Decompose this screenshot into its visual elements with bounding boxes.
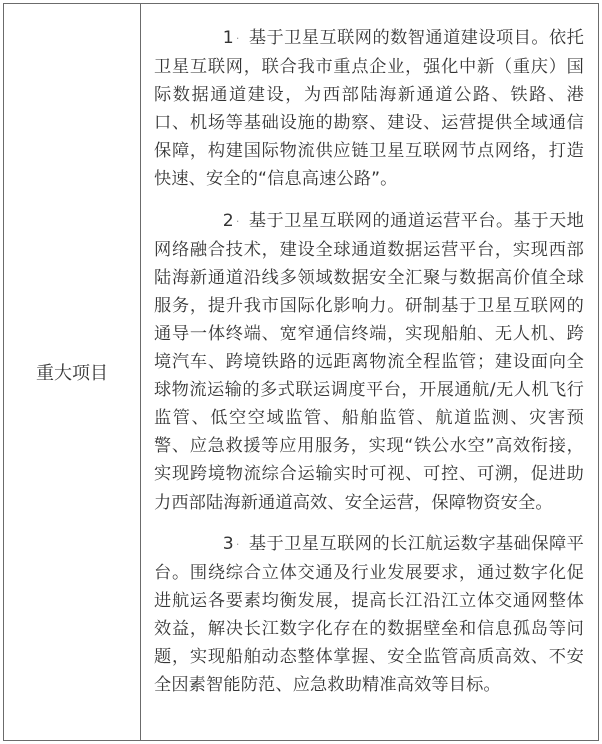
item-separator: ·: [235, 214, 240, 228]
project-item: [154, 207, 584, 517]
category-label: 重大项目: [36, 363, 108, 384]
project-item: [154, 24, 584, 194]
item-separator: ·: [235, 537, 240, 551]
item-text: 基于卫星互联网的长江航运数字基础保障平台。围绕综合立体交通及行业发展要求，通过数字化促进航运各要素均衡发展，提高长江沿江立体交通网整体效益，解决长江数字化存在的数据壁垒和信息孤岛等问题，实现船舶动态整体掌握、安全监管高质高效、不安全因素智能防范、应急救助精准高效等目标。: [154, 533, 584, 696]
item-text: 基于卫星互联网的数智通道建设项目。依托卫星互联网，联合我市重点企业，强化中新（重庆）国际数据通道建设，为西部陆海新通道公路、铁路、港口、机场等基础设施的勘察、建设、运营提供全域通信保障，构建国际物流供应链卫星互联网节点网络，打造快速、安全的“信息高速公路”。: [154, 28, 584, 190]
item-number: 3: [222, 533, 234, 554]
project-item: [154, 530, 584, 700]
project-list-cell: [141, 4, 599, 741]
item-text: 基于卫星互联网的通道运营平台。基于天地网络融合技术，建设全球通道数据运营平台，实现西部陆海新通道沿线多领域数据安全汇聚与数据高价值全球服务，提升我市国际化影响力。研制基于卫星互联网的通导一体终端、宽窄通信终端，实现船舶、无人机、跨境汽车、跨境铁路的远距离物流全程监管；建设面向全球物流运输的多式联运调度平台，开展通航/无人机飞行监管、低空空域监管、船舶监管、航道监测、灾害预警、应急救援等应用服务，实现“铁公水空”高效衔接，实现跨境物流综合运输实时可视、可控、可溯，促进助力西部陆海新通道高效、安全运营，保障物资安全。: [154, 210, 584, 513]
item-number: 1: [222, 28, 234, 48]
table-row: [4, 4, 599, 741]
item-number: 2: [222, 210, 234, 231]
item-separator: ·: [235, 32, 240, 45]
category-label-cell: [4, 4, 141, 741]
project-table: [3, 3, 599, 741]
